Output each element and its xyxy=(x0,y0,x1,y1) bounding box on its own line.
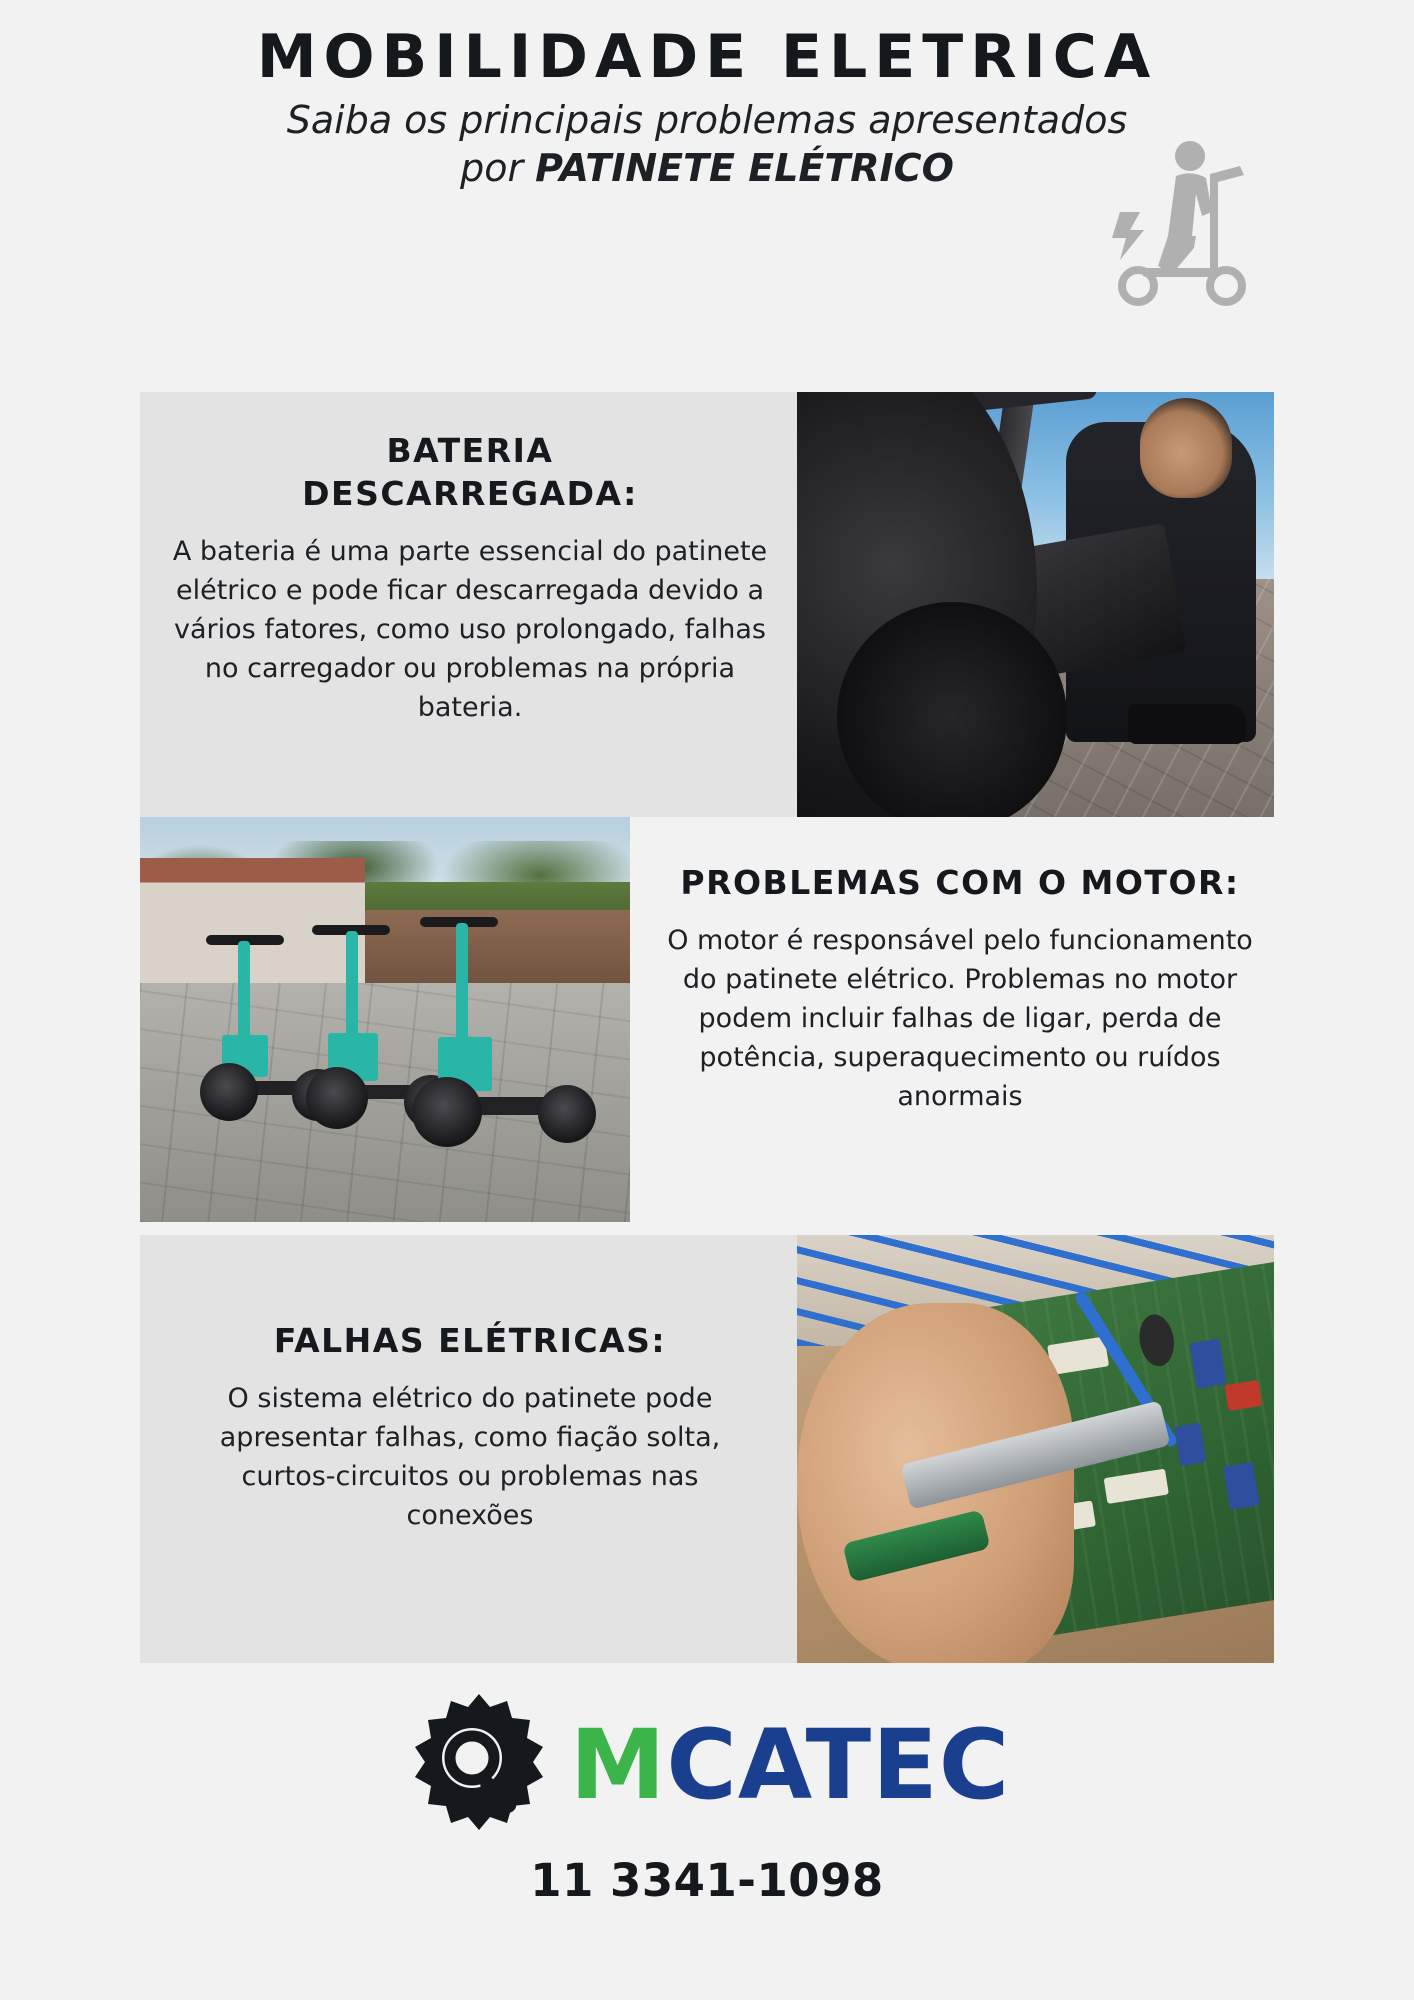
pcb-component xyxy=(1104,1469,1169,1504)
photo-eletrica xyxy=(797,1235,1274,1663)
pcb-component xyxy=(1225,1380,1263,1411)
poster-footer xyxy=(0,1690,1414,1907)
section-body-bateria: A bateria é uma parte essencial do patinete elétrico e pode ficar descarregada devido a vários fatores, como uso prolongado, falhas no carregador ou problemas na própria bateria. xyxy=(172,535,768,724)
photo-scooter-wheel-rear xyxy=(837,602,1067,817)
pcb-component xyxy=(1190,1339,1227,1389)
poster-header xyxy=(0,0,1414,192)
pcb-component xyxy=(1136,1313,1178,1370)
section-text-bateria xyxy=(170,430,770,727)
gear-magnifier-icon xyxy=(404,1690,554,1840)
contact-phone: 11 3341-1098 xyxy=(530,1854,884,1907)
photo-bateria xyxy=(797,392,1274,817)
photo-scooter-3 xyxy=(398,917,588,1147)
section-heading-bateria xyxy=(170,430,770,516)
subtitle-line-1: Saiba os principais problemas apresentados xyxy=(286,98,1128,142)
section-text-eletrica xyxy=(170,1320,770,1535)
section-heading-motor: PROBLEMAS COM O MOTOR: xyxy=(680,863,1240,902)
page-title: MOBILIDADE ELETRICA xyxy=(256,22,1158,92)
scooter-wheel-front xyxy=(412,1077,482,1147)
heading-line-2: DESCARREGADA: xyxy=(302,473,638,513)
section-text-motor xyxy=(630,862,1290,1117)
subtitle-emphasis: PATINETE ELÉTRICO xyxy=(535,145,954,190)
brand-name-catec: CATEC xyxy=(666,1709,1011,1821)
scooter-wheel-front xyxy=(306,1067,368,1129)
heading-line-1: BATERIA xyxy=(386,431,554,470)
scooter-wheel-front xyxy=(200,1063,258,1121)
scooter-rider-icon xyxy=(1072,140,1262,320)
photo-man-shoe xyxy=(1128,704,1246,744)
pcb-component xyxy=(1047,1337,1109,1376)
photo-man-head xyxy=(1140,398,1232,498)
section-body-eletrica: O sistema elétrico do patinete pode apresentar falhas, como fiação solta, curtos-circuitos ou problemas nas conexões xyxy=(219,1382,721,1532)
scooter-wheel-rear xyxy=(538,1085,596,1143)
photo-motor xyxy=(140,817,630,1222)
section-heading-eletrica: FALHAS ELÉTRICAS: xyxy=(273,1321,667,1360)
brand-logo xyxy=(0,1690,1414,1840)
pcb-component xyxy=(1223,1462,1260,1510)
brand-wordmark xyxy=(569,1709,1011,1821)
section-body-motor: O motor é responsável pelo funcionamento do patinete elétrico. Problemas no motor podem incluir falhas de ligar, perda de potência, superaquecimento ou ruídos anormais xyxy=(667,924,1253,1113)
pcb-component xyxy=(1174,1423,1206,1467)
subtitle-prefix: por xyxy=(460,145,536,190)
brand-letter-m: M xyxy=(569,1709,667,1821)
